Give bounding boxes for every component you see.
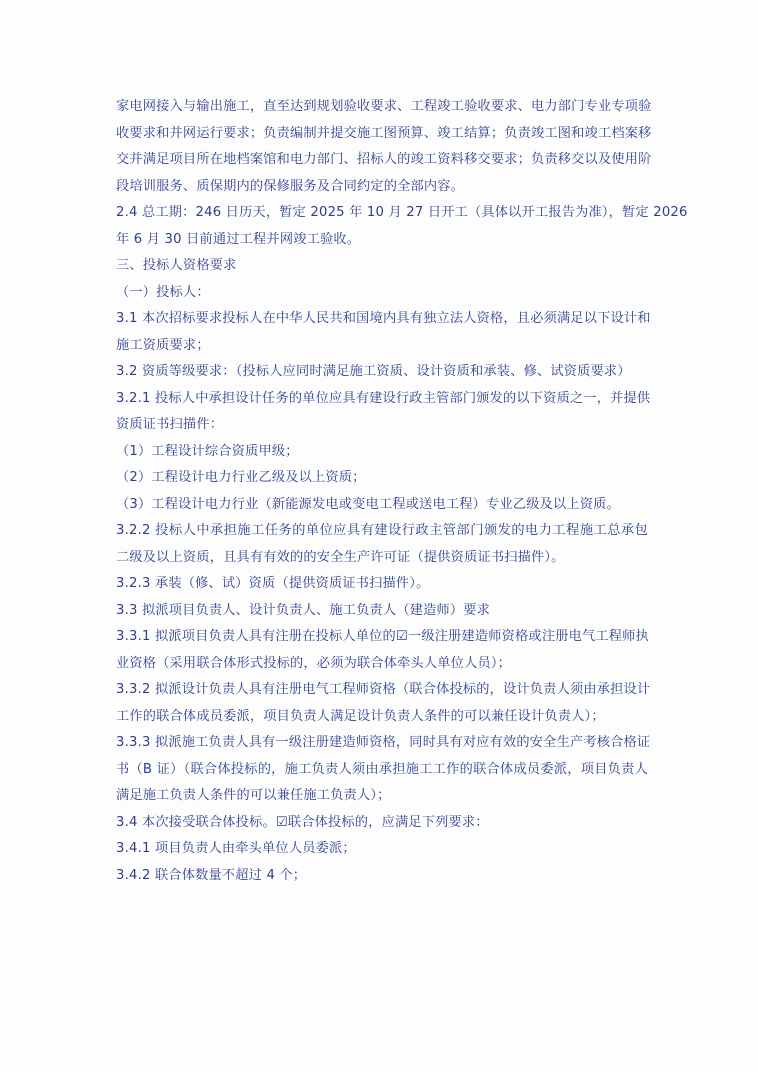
text-line-content: 年 6 月 30 日前通过工程并网竣工验收。	[116, 231, 361, 247]
text-line-content: 工作的联合体成员委派，项目负责人满足设计负责人条件的可以兼任设计负责人）；	[116, 708, 605, 724]
text-line	[116, 571, 648, 598]
text-line	[116, 757, 648, 784]
text-line	[116, 174, 648, 201]
list-item	[116, 465, 648, 492]
text-line-content: 3.2.1 投标人中承担设计任务的单位应具有建设行政主管部门颁发的以下资质之一，并提供	[116, 390, 651, 406]
text-line-content: 收要求和并网运行要求；负责编制并提交施工图预算、竣工结算；负责竣工图和竣工档案移	[116, 125, 652, 141]
text-line	[116, 306, 651, 333]
text-line-content: 3.3 拟派项目负责人、设计负责人、施工负责人（建造师）要求	[116, 602, 491, 618]
text-line	[116, 783, 648, 810]
text-line-content: 满足施工负责人条件的可以兼任施工负责人）；	[116, 788, 391, 803]
text-line	[116, 386, 651, 413]
text-line	[116, 624, 648, 651]
text-line-content: 3.2 资质等级要求：（投标人应同时满足施工资质、设计资质和承装、修、试资质要求）	[116, 364, 631, 379]
text-line-content: 书（B 证）（联合体投标的，施工负责人须由承担施工工作的联合体成员委派，项目负责人	[116, 761, 648, 777]
text-line-content: 段培训服务、质保期内的保修服务及合同约定的全部内容。	[116, 178, 465, 194]
text-line	[116, 333, 648, 360]
section-heading	[116, 253, 648, 280]
text-line-content: 3.3.2 拟派设计负责人具有注册电气工程师资格（联合体投标的，设计负责人须由承担设计	[116, 682, 651, 697]
text-line	[116, 704, 648, 731]
text-line-content: 2.4 总工期：246 日历天，暂定 2025 年 10 月 27 日开工（具体以开工报告为准），暂定 2026	[116, 205, 688, 220]
text-line-content: 业资格（采用联合体形式投标的，必须为联合体牵头人单位人员）；	[116, 655, 512, 671]
text-line	[116, 677, 651, 704]
text-line	[116, 121, 652, 148]
text-line	[116, 359, 648, 386]
text-line-content: 3.1 本次招标要求投标人在中华人民共和国境内具有独立法人资格，且必须满足以下设计和	[116, 311, 651, 326]
text-line	[116, 836, 648, 863]
text-line-content: 施工资质要求；	[116, 337, 210, 353]
subsection-heading	[116, 280, 648, 307]
text-line	[116, 863, 648, 890]
list-item	[116, 492, 648, 519]
text-line-content: 3.4.1 项目负责人由牵头单位人员委派；	[116, 841, 356, 856]
text-line-content: 资质证书扫描件：	[116, 417, 224, 432]
subsection-heading-text: （一）投标人：	[116, 284, 210, 300]
text-line	[116, 730, 651, 757]
list-item-text: （3）工程设计电力行业（新能源发电或变电工程或送电工程）专业乙级及以上资质。	[116, 496, 620, 512]
text-line	[116, 412, 648, 439]
text-line	[116, 598, 648, 625]
text-line	[116, 810, 648, 837]
list-item-text: （1）工程设计综合资质甲级；	[116, 443, 299, 459]
text-line	[116, 545, 648, 572]
text-line	[116, 518, 648, 545]
text-line-content: 交并满足项目所在地档案馆和电力部门、招标人的竣工资料移交要求；负责移交以及使用阶	[116, 152, 652, 167]
text-line-content: 3.4.2 联合体数量不超过 4 个；	[116, 867, 307, 883]
text-line-content: 二级及以上资质，且具有有效的的安全生产许可证（提供资质证书扫描件）。	[116, 549, 565, 565]
section-heading-text: 三、投标人资格要求	[116, 258, 237, 273]
text-line	[116, 147, 652, 174]
text-line	[116, 227, 648, 254]
text-line-content: 3.2.3 承装（修、试）资质（提供资质证书扫描件）。	[116, 576, 430, 591]
text-line-content: 3.2.2 投标人中承担施工任务的单位应具有建设行政主管部门颁发的电力工程施工总承包	[116, 523, 648, 538]
text-line-content: 3.3.3 拟派施工负责人具有一级注册建造师资格，同时具有对应有效的安全生产考核合格证	[116, 735, 651, 750]
text-line	[116, 94, 652, 121]
text-line	[116, 651, 648, 678]
list-item	[116, 439, 648, 466]
text-line-content: 家电网接入与输出施工，直至达到规划验收要求、工程竣工验收要求、电力部门专业专项验	[116, 99, 652, 114]
text-line-content: 3.3.1 拟派项目负责人具有注册在投标人单位的☑一级注册建造师资格或注册电气工程师执	[116, 629, 649, 644]
list-item-text: （2）工程设计电力行业乙级及以上资质；	[116, 470, 366, 485]
text-line	[116, 200, 688, 227]
text-line-content: 3.4 本次接受联合体投标。☑联合体投标的，应满足下列要求：	[116, 814, 489, 830]
document-body	[116, 94, 688, 889]
